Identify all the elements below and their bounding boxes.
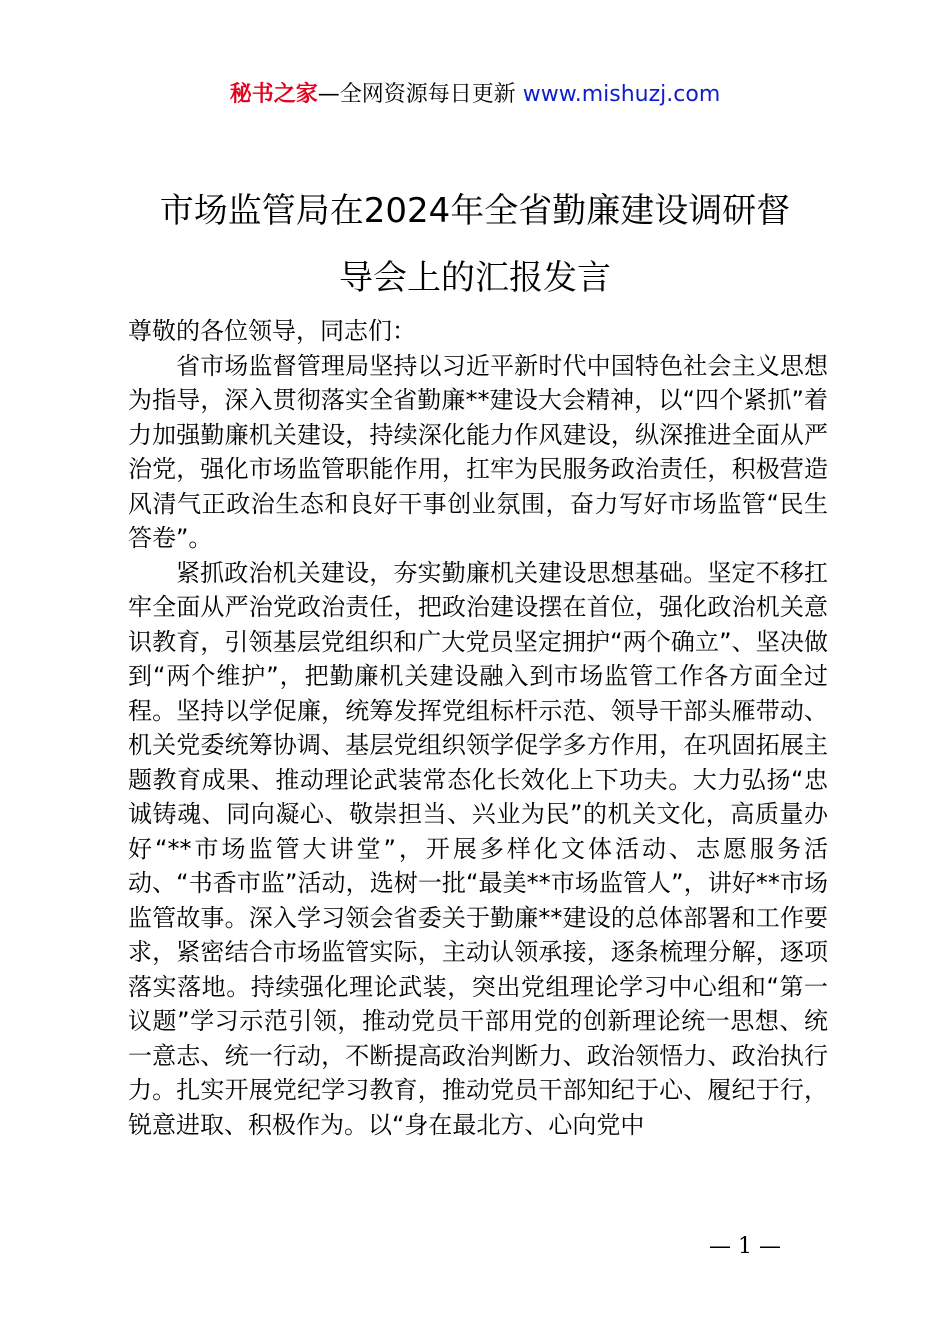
document-body — [128, 314, 828, 1142]
document-title-line-1: 市场监管局在2024年全省勤廉建设调研督 — [159, 191, 791, 231]
page-number: — 1 — — [709, 1234, 781, 1259]
site-header — [0, 80, 950, 110]
paragraph-1: 省市场监督管理局坚持以习近平新时代中国特色社会主义思想为指导，深入贯彻落实全省勤廉**建设大会精神，以“四个紧抓”着力加强勤廉机关建设，持续深化能力作风建设，纵深推进全面从严治党，强化市场监管职能作用，扛牢为民服务政治责任，积极营造风清气正政治生态和良好干事创业氛围，奋力写好市场监管“民生答卷”。 — [128, 351, 828, 552]
site-brand: 秘书之家 — [229, 82, 318, 107]
site-url-link[interactable]: www.mishuzj.com — [522, 82, 721, 107]
document-title-line-2: 导会上的汇报发言 — [339, 258, 611, 298]
paragraph-2: 紧抓政治机关建设，夯实勤廉机关建设思想基础。坚定不移扛牢全面从严治党政治责任，把政治建设摆在首位，强化政治机关意识教育，引领基层党组织和广大党员坚定拥护“两个确立”、坚决做到“两个维护”，把勤廉机关建设融入到市场监管工作各方面全过程。坚持以学促廉，统筹发挥党组标杆示范、领导干部头雁带动、机关党委统筹协调、基层党组织领学促学多方作用，在巩固拓展主题教育成果、推动理论武装常态化长效化上下功夫。大力弘扬“忠诚铸魂、同向凝心、敬崇担当、兴业为民”的机关文化，高质量办好“**市场监管大讲堂”，开展多样化文体活动、志愿服务活动、“书香市监”活动，选树一批“最美**市场监管人”，讲好**市场监管故事。深入学习领会省委关于勤廉**建设的总体部署和工作要求，紧密结合市场监管实际，主动认领承接，逐条梳理分解，逐项落实落地。持续强化理论武装，突出党组理论学习中心组和“第一议题”学习示范引领，推动党员干部用党的创新理论统一思想、统一意志、统一行动，不断提高政治判断力、政治领悟力、政治执行力。扎实开展党纪学习教育，推动党员干部知纪于心、履纪于行，锐意进取、积极作为。以“身在最北方、心向党中 — [128, 558, 828, 1139]
site-slogan: —全网资源每日更新 — [317, 82, 516, 107]
salutation: 尊敬的各位领导，同志们： — [128, 317, 416, 345]
